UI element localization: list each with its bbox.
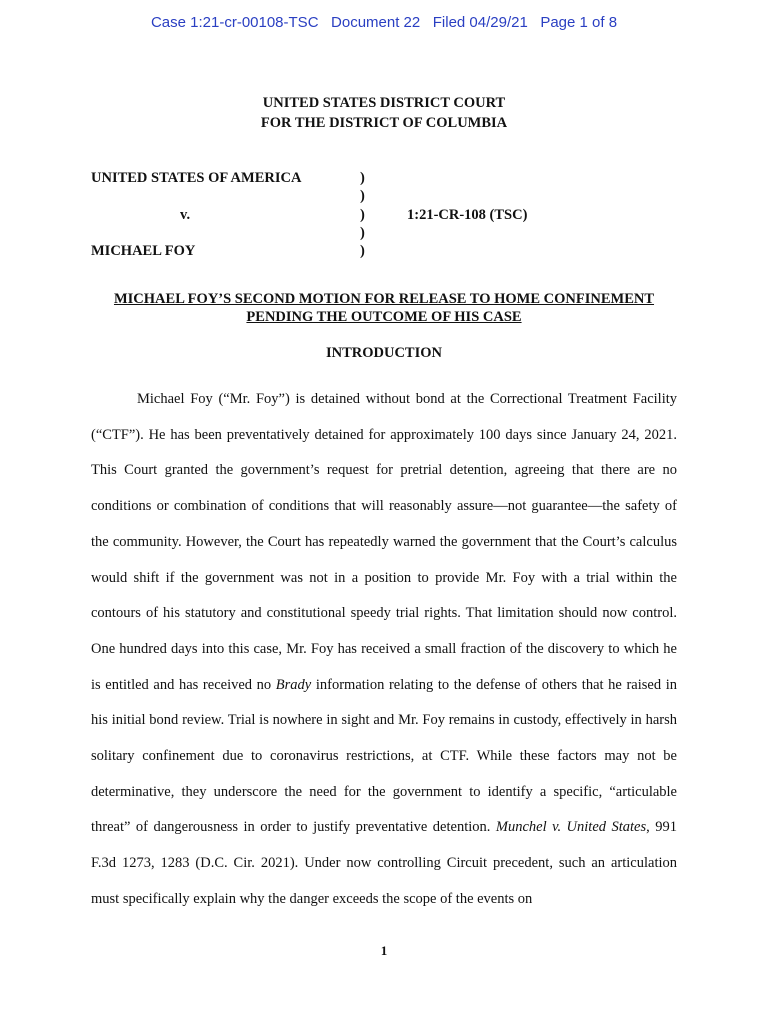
caption-paren: ) xyxy=(360,188,365,204)
court-name-line-1: UNITED STATES DISTRICT COURT xyxy=(262,95,506,111)
case-citation-brady: Brady xyxy=(275,676,312,693)
caption-paren: ) xyxy=(360,243,365,259)
plaintiff-name: UNITED STATES OF AMERICA xyxy=(91,170,302,186)
motion-title xyxy=(0,290,768,326)
case-citation-munchel: Munchel v. United States xyxy=(495,819,647,836)
section-heading-introduction: INTRODUCTION xyxy=(325,345,442,361)
court-name xyxy=(0,93,768,133)
defendant-name: MICHAEL FOY xyxy=(91,243,196,259)
case-number: 1:21-CR-108 (TSC) xyxy=(407,207,528,223)
page-number: 1 xyxy=(380,943,388,958)
introduction-paragraph xyxy=(91,382,677,918)
case-caption xyxy=(0,170,768,262)
paragraph-text: information relating to the defense of others that he raised in his initial bond review. Trial is nowhere in sight and Mr. Foy remains in custody, effectively in harsh solitary confinement due to coronavirus restrictions, at CTF. While these factors may not be determinative, they underscore the need for the government to identify a specific, “articulable threat” of dangerousness in order to justify preventative detention. xyxy=(91,676,677,836)
paragraph-text: Michael Foy (“Mr. Foy”) is detained without bond at the Correctional Treatment Facility (“CTF”). He has been preventatively detained for approximately 100 days since January 24, 2021. This Court granted the government’s request for pretrial detention, agreeing that there are no conditions or combination of conditions that will reasonably assure—not guarantee—the safety of the community. However, the Court has repeatedly warned the government that the Court’s calculus would shift if the government was not in a position to provide Mr. Foy with a trial within the contours of his statutory and constitutional speedy trial rights. That limitation should now control. One hundred days into this case, Mr. Foy has received a small fraction of the discovery to which he is entitled and has received no xyxy=(91,391,677,693)
motion-title-line-2: PENDING THE OUTCOME OF HIS CASE xyxy=(246,309,522,325)
caption-paren: ) xyxy=(360,225,365,241)
paragraph-text: , 991 F.3d 1273, 1283 (D.C. Cir. 2021). Under now controlling Circuit precedent, such an articulation must specifically explain why the danger exceeds the scope of the events on xyxy=(91,819,677,907)
motion-title-line-1: MICHAEL FOY’S SECOND MOTION FOR RELEASE TO HOME CONFINEMENT xyxy=(113,291,655,307)
versus-label: v. xyxy=(180,207,191,223)
caption-paren: ) xyxy=(360,207,365,223)
caption-paren: ) xyxy=(360,170,365,186)
court-name-line-2: FOR THE DISTRICT OF COLUMBIA xyxy=(260,115,508,131)
case-header-stamp: Case 1:21-cr-00108-TSC Document 22 Filed 04/29/21 Page 1 of 8 xyxy=(150,14,618,31)
